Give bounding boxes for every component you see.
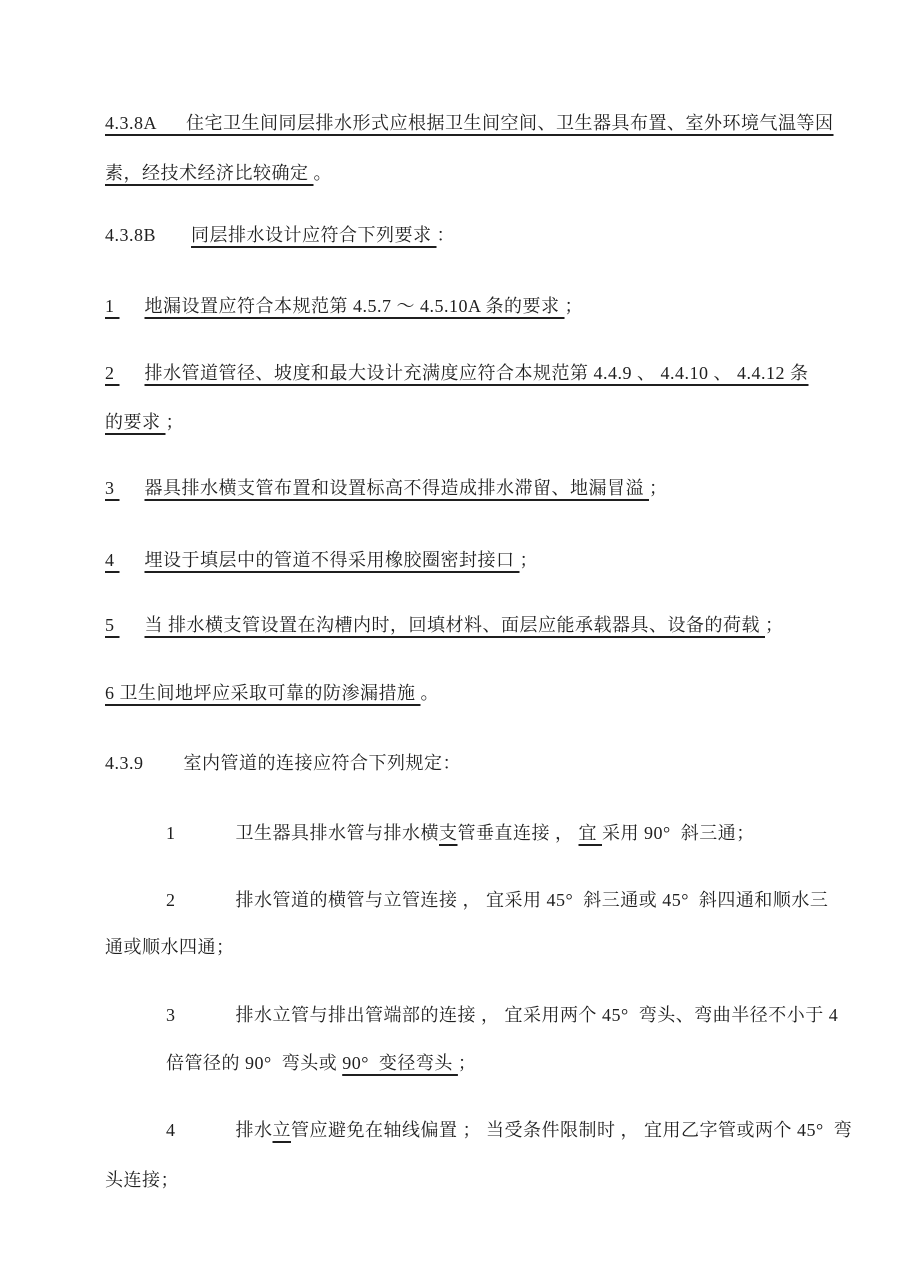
underlined-text-run: 4.3.8A 住宅卫生间同层排水形式应根据卫生间空间、卫生器具布置、室外环境气温等因 xyxy=(105,113,834,133)
underlined-text-run: 当 排水横支管设置在沟槽内时，回填材料、面层应能承载器具、设备的荷载 xyxy=(144,615,765,635)
item-number: 2 xyxy=(105,363,120,383)
underlined-text-run: 的要求 xyxy=(105,412,166,432)
text-run: ： xyxy=(436,225,456,245)
list-item-2-line-1 xyxy=(85,334,809,412)
text-run: 采用 90° 斜三通； xyxy=(602,823,755,843)
clause-4-3-8B-heading xyxy=(85,196,455,274)
underlined-text-run: 地漏设置应符合本规范第 4.5.7 ～ 4.5.10A 条的要求 xyxy=(144,296,565,316)
text-run: 头连接； xyxy=(105,1170,179,1190)
text-run: 管垂直连接 ， xyxy=(457,823,579,843)
sub-item-4-line-2 xyxy=(85,1141,179,1219)
underlined-text-run: 90° 变径弯头 xyxy=(342,1053,458,1073)
text-run: 管应避免在轴线偏置 ； 当受条件限制时 ， 宜用乙字管或两个 45° 弯 xyxy=(291,1120,853,1140)
gap xyxy=(120,550,145,570)
text-run: 3 排水立管与排出管端部的连接 ， 宜采用两个 45° 弯头、弯曲半径不小于 4 xyxy=(166,1005,839,1025)
text-run: ； xyxy=(519,550,538,570)
gap xyxy=(120,363,145,383)
text-run: ； xyxy=(165,412,184,432)
text-run: 。 xyxy=(313,163,332,183)
gap xyxy=(120,478,145,498)
text-run: 通或顺水四通； xyxy=(105,937,235,957)
text-run: ； xyxy=(564,296,584,316)
text-run: 1 卫生器具排水管与排水横 xyxy=(166,823,439,843)
gap xyxy=(120,296,145,316)
underlined-text-run: 立 xyxy=(272,1120,291,1140)
text-run: 4 排水 xyxy=(166,1120,273,1140)
item-number: 5 xyxy=(105,615,120,635)
underlined-text-run: 6 卫生间地坪应采取可靠的防渗漏措施 xyxy=(105,683,421,703)
item-number: 3 xyxy=(105,478,120,498)
underlined-text-run: 素，经技术经济比较确定 xyxy=(105,163,314,183)
text-run: ； xyxy=(765,615,784,635)
list-item-6 xyxy=(85,654,439,732)
underlined-text-run: 同层排水设计应符合下列要求 xyxy=(191,225,437,245)
item-number: 4 xyxy=(105,550,120,570)
text-run: 。 xyxy=(420,683,439,703)
gap xyxy=(120,615,145,635)
underlined-text-run: 支 xyxy=(439,823,458,843)
underlined-text-run: 埋设于填层中的管道不得采用橡胶圈密封接口 xyxy=(144,550,520,570)
text-run: ； xyxy=(457,1053,477,1073)
clause-4-3-9-heading xyxy=(85,724,461,802)
sub-item-2-line-2 xyxy=(85,908,235,986)
text-run: 2 排水管道的横管与立管连接 ， 宜采用 45° 斜三通或 45° 斜四通和顺水三 xyxy=(166,890,829,910)
underlined-text-run: 宜 xyxy=(578,823,602,843)
clause-number: 4.3.8B xyxy=(105,225,192,245)
underlined-text-run: 排水管道管径、坡度和最大设计充满度应符合本规范第 4.4.9 、 4.4.10 、 4.4.12 条 xyxy=(144,363,809,383)
sub-item-4-line-1 xyxy=(146,1091,852,1169)
text-run: ； xyxy=(649,478,668,498)
underlined-text-run: 器具排水横支管布置和设置标高不得造成排水滞留、地漏冒溢 xyxy=(144,478,649,498)
sub-item-2-line-1 xyxy=(146,861,828,939)
text-run: 倍管径的 90° 弯头或 xyxy=(166,1053,343,1073)
text-run: 4.3.9 室内管道的连接应符合下列规定： xyxy=(105,753,461,773)
list-item-3 xyxy=(85,449,668,527)
list-item-5 xyxy=(85,586,784,664)
item-number: 1 xyxy=(105,296,120,316)
